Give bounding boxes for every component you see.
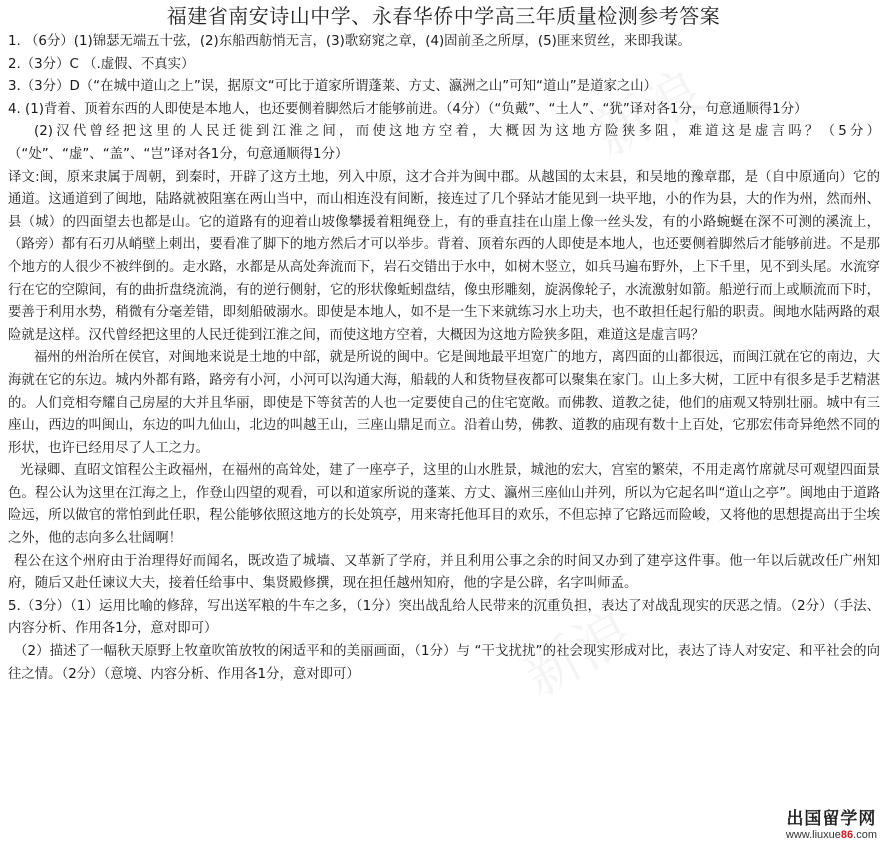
answer-q2: 2.（3分）C （.虚假、不真实） xyxy=(8,56,195,72)
page-title: 福建省南安诗山中学、永春华侨中学高三年质量检测参考答案 xyxy=(166,4,721,28)
translation-para-2: 福州的州治所在侯官，对闽地来说是土地的中部，就是所说的闽中。它是闽地最平坦宽广的地方，离四面的山都很远，而闽江就在它的南边，大海就在它的东边。城内外都有路，路旁有小河，小河可以沟通大海，船载的人和货物昼夜都可以聚集在家门。山上多大树，工匠中有很多是手艺精湛的。人们竞相夸耀自己房屋的大并且华丽，即使是下等贫苦的人也一定要使自己的住宅宽敞。而佛教、道教之徒，他们的庙观又特别壮丽。城中有三座山，西边的叫闽山，东边的叫九仙山，北边的叫越王山，三座山鼎足而立。沿着山势，佛教、道教的庙现有数十上百处，它那宏伟奇异绝然不同的形状，也许已经用尽了人工之力。 xyxy=(8,350,880,456)
translation-para-1: 译文:闽，原来隶属于周朝，到秦时，开辟了这方土地，列入中原，这才合并为闽中郡。从越国的太末县，和吴地的豫章郡，是（自中原通向）它的通道。这通道到了闽地，陆路就被阻塞在两山当中，而山相连没有间断，接连过了几个驿站才能见到一块平地，小的作为县，大的作为州，然而州、县（城）的四面望去也都是山。它的道路有的迎着山坡像攀援着粗绳登上，有的垂直挂在山崖上像一丝头发，有的小路蜿蜒在深不可测的溪流上，（路旁）都有石刃从峭壁上刺出，要看准了脚下的地方然后才可以举步。背着、顶着东西的人即使是本地人，也还要侧着脚然后才能够前进。不是那个地方的人很少不被绊倒的。走水路，水都是从高处奔流而下，岩石交错出于水中，如树木竖立，如兵马遍布野外，上下千里，见不到头尾。水流穿行在它的空隙间，有的曲折盘绕流淌，有的逆行侧射，它的形状像蚯蚓盘结，像虫形雕刻，旋涡像轮子，水流激射如箭。船逆行而上或顺流而下时，要善于利用水势，稍微有分毫差错，即刻船破溺水。即使是本地人，如不是一生下来就练习水上功夫，也不敢担任起行船的职责。闽地水陆两路的艰险就是这样。汉代曾经把这里的人民迁徙到江淮之间，而使这地方空着，大概因为这地方险狭多阻，难道这是虚言吗？ xyxy=(8,169,880,343)
translation-para-4: 程公在这个州府由于治理得好而闻名，既改造了城墙、又革新了学府，并且利用公事之余的时间又办到了建亭这件事。他一年以后就改任广州知府，随后又赴任谏议大夫，接着任给事中、集贤殿修撰，现在担任越州知府，他的字是公辟，名字叫师孟。 xyxy=(8,553,880,592)
site-url-suffix: .com xyxy=(853,829,877,841)
answer-q3: 3.（3分）D（“在城中道山之上”误，据原文“可比于道家所谓蓬莱、方丈、瀛洲之山”可知“道山”是道家之山） xyxy=(8,79,658,95)
answer-q5-1: 5.（3分）（1）运用比喻的修辞，写出送军粮的牛车之多，（1分）突出战乱给人民带来的沉重负担，表达了对战乱现实的厌恶之情。（2分）（手法、内容分析、作用各1分，意对即可） xyxy=(8,598,880,637)
site-logo xyxy=(784,810,879,841)
answer-q4-2: (2)汉代曾经把这里的人民迁徙到江淮之间，而使这地方空着，大概因为这地方险狭多阻，难道这是虚言吗？（5分）（“处”、“虚”、“盖”、“岂”译对各1分，句意通顺得1分） xyxy=(8,124,880,162)
answer-q1: 1. （6分）(1)锦瑟无端五十弦，(2)东船西舫悄无言，(3)歌窈窕之章，(4)固前圣之所厚，(5)匪来贸丝，来即我谋。 xyxy=(8,34,691,49)
answer-q4-1: 4. (1)背着、顶着东西的人即使是本地人，也还要侧着脚然后才能够前进。（4分）（“负戴”、“土人”、“犹”译对各1分，句意通顺得1分） xyxy=(8,101,808,117)
site-url-highlight: 86 xyxy=(840,829,854,841)
translation-para-3: 光禄卿、直昭文馆程公主政福州，在福州的高耸处，建了一座亭子，这里的山水胜景，城池的宏大，宫室的繁荣，不用走离竹席就尽可观望四面景色。程公认为这里在江海之上，作登山四望的观看，可以和道家所说的蓬莱、方丈、瀛州三座仙山并列，所以为它起名叫“道山之亭”。闽地由于道路险远，所以做官的常怕到此任职，程公能够依照这地方的长处筑亭，用来寄托他耳目的欢乐，不但忘掉了它路远而险峻，又将他的思想提高出于尘埃之外，他的志向多么壮阔啊！ xyxy=(8,463,880,547)
site-logo-name: 出国留学网 xyxy=(786,809,877,829)
answer-body xyxy=(8,31,880,686)
site-url-prefix: www.liuxue xyxy=(785,829,841,841)
site-logo-url xyxy=(786,829,877,841)
answer-q5-2: （2）描述了一幅秋天原野上牧童吹笛放牧的闲适平和的美丽画面，（1分）与 “干戈扰扰”的社会现实形成对比，表达了诗人对安定、和平社会的向往之情。（2分）（意境、内容分析、作用各1分，意对即可） xyxy=(8,644,880,682)
